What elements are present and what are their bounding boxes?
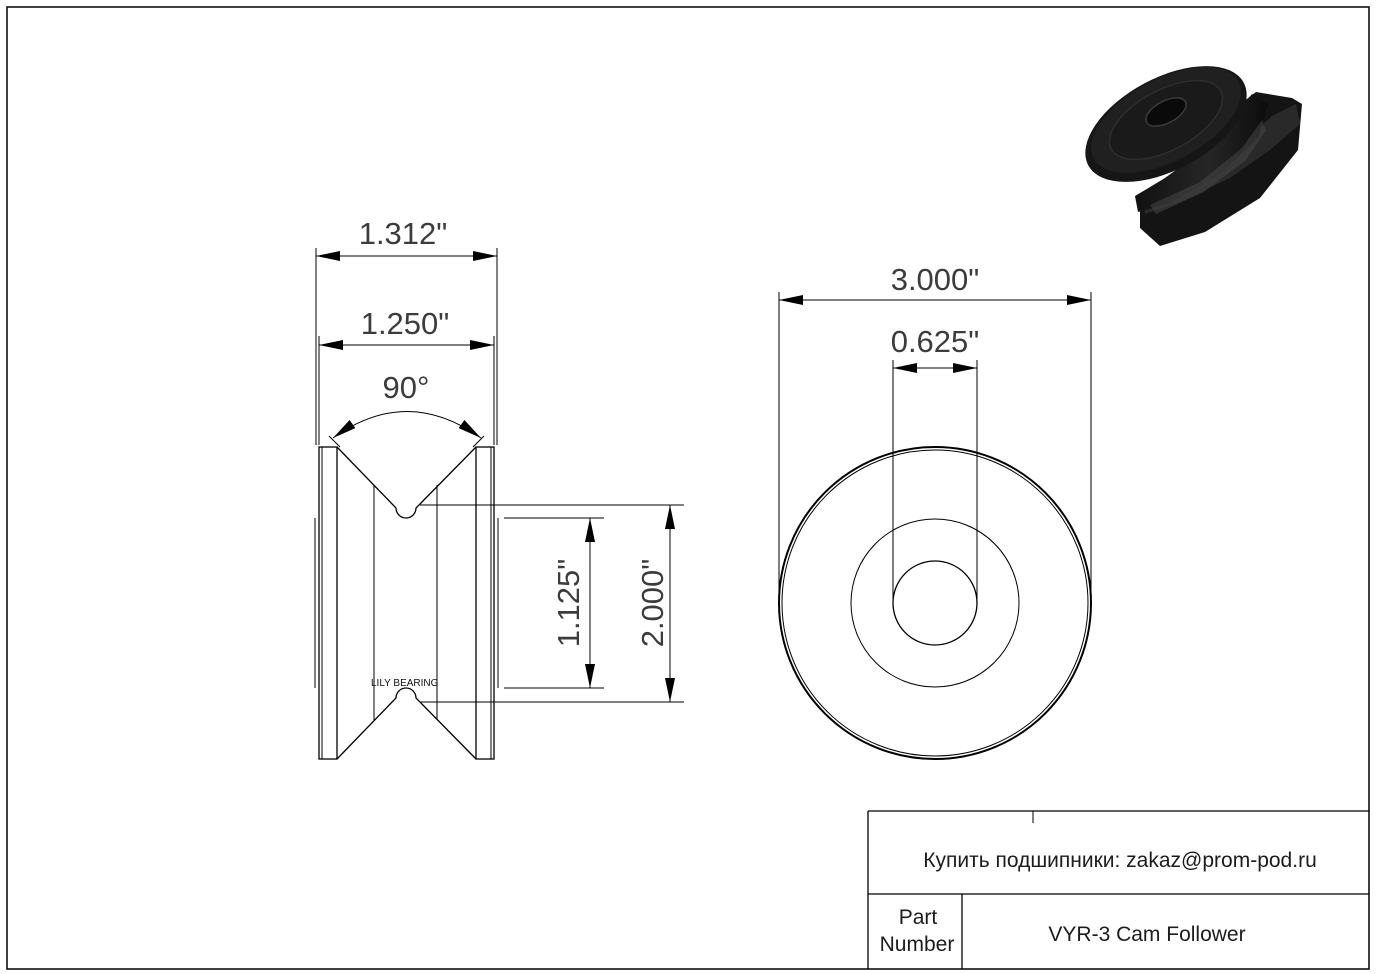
dimension-label: 0.625" [890, 324, 980, 359]
dimension-label: 2.000" [635, 558, 670, 648]
dimension-label: 1.125" [551, 558, 586, 648]
v-groove [337, 447, 476, 759]
front-view [779, 447, 1091, 759]
contact-text: Купить подшипники: zakaz@prom-pod.ru [923, 849, 1317, 872]
dimension-label: 1.250" [360, 306, 450, 341]
dimension-groove-diameter [504, 518, 604, 688]
part-number-value: VYR-3 Cam Follower [1048, 923, 1246, 946]
brand-mark: LILY BEARING [371, 678, 439, 689]
dimension-label: 1.312" [358, 216, 448, 251]
bore-circle [893, 561, 977, 645]
dimension-label: 90° [382, 370, 430, 405]
part-label-line1: Part [898, 906, 938, 929]
side-view [315, 447, 498, 759]
outer-rim [779, 447, 1091, 759]
dimension-outer-diameter [779, 262, 1091, 603]
groove-circle [851, 519, 1019, 687]
dimension-groove-angle [329, 370, 484, 447]
isometric-part-render [1067, 42, 1302, 246]
part-label-line2: Number [879, 933, 955, 956]
title-block [868, 811, 1369, 969]
dimension-label: 3.000" [890, 262, 980, 297]
